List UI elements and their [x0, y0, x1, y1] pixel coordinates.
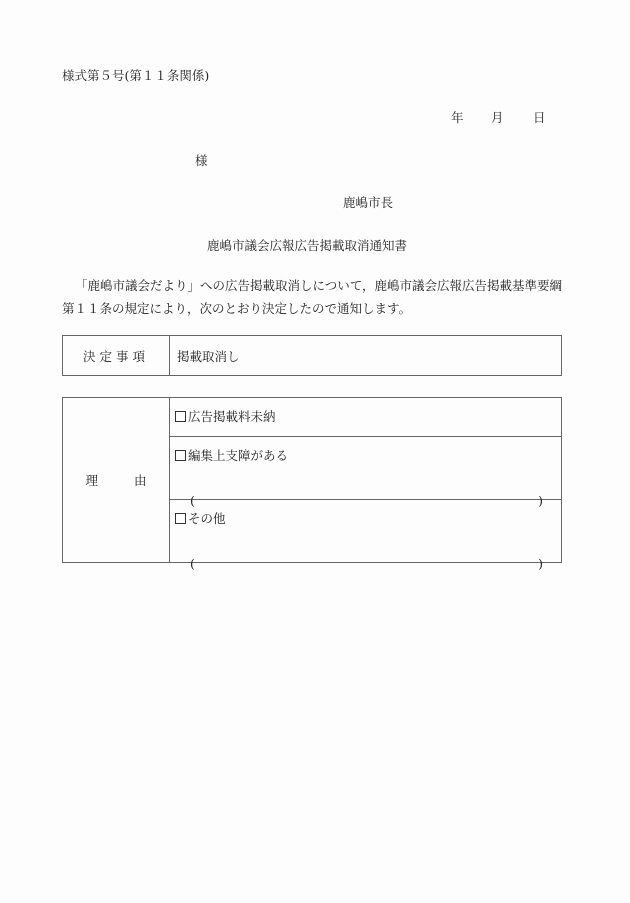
decision-label-cell: [63, 336, 170, 376]
date-month-label: 月: [491, 110, 504, 125]
reason-option-editorial[interactable]: [170, 437, 562, 508]
issuer: 鹿嶋市長: [343, 195, 394, 210]
addressee-suffix: 様: [195, 153, 208, 168]
checkbox-icon[interactable]: [175, 450, 186, 461]
decision-label: 決定事項: [82, 348, 149, 364]
date-year-label: 年: [451, 110, 464, 125]
paren-open: (: [190, 493, 195, 508]
reason-row-1: [63, 398, 562, 437]
paren-close: ): [538, 493, 543, 508]
paren-open: (: [190, 556, 195, 571]
date-day-label: 日: [533, 110, 546, 125]
checkbox-icon[interactable]: [175, 411, 186, 422]
reason-label-char1: 理: [85, 473, 98, 488]
reason-option-label: 編集上支障がある: [188, 448, 289, 463]
document-title: 鹿嶋市議会広報広告掲載取消通知書: [207, 238, 408, 253]
reason-label-char2: 由: [134, 473, 147, 488]
reason-option-other[interactable]: [170, 500, 562, 571]
reason-option-label: その他: [188, 511, 226, 526]
decision-table: [62, 335, 562, 376]
body-text: 「鹿嶋市議会だより」への広告掲載取消しについて，鹿嶋市議会広報広告掲載基準要綱第１１条の規定により，次のとおり決定したので通知します。: [62, 278, 563, 316]
form-number: 様式第５号(第１１条関係): [62, 68, 210, 83]
date-line: [451, 108, 546, 126]
reason-label-cell: [63, 398, 170, 563]
decision-value: 掲載取消し: [170, 336, 562, 376]
reason-option-unpaid[interactable]: [170, 398, 562, 437]
decision-row: [63, 336, 562, 376]
paren-close: ): [538, 556, 543, 571]
checkbox-icon[interactable]: [175, 513, 186, 524]
reason-option-label: 広告掲載料未納: [188, 409, 276, 424]
reason-table: [62, 397, 562, 571]
